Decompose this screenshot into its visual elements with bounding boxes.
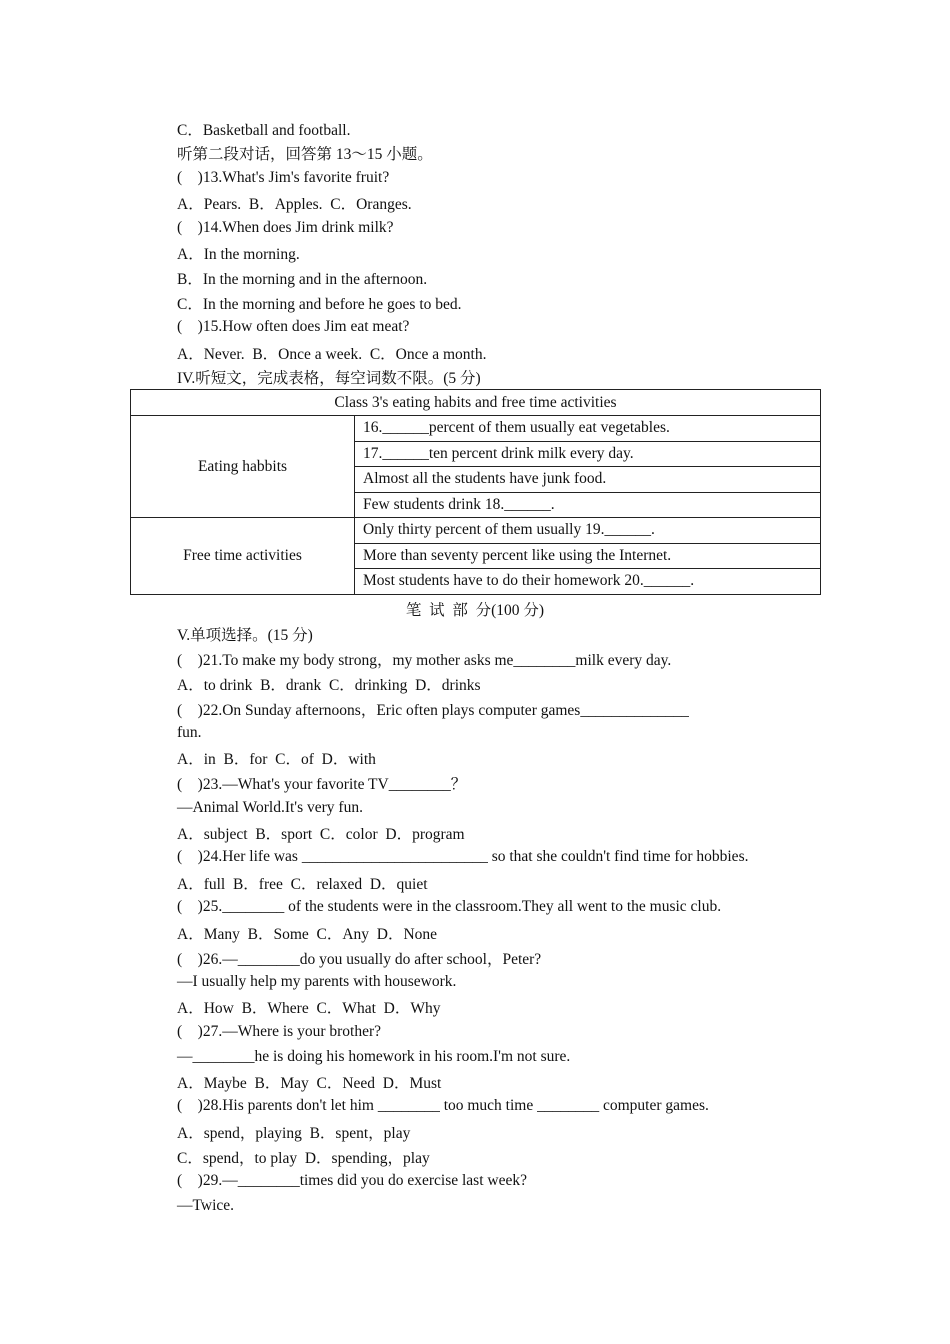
table-title: Class 3's eating habits and free time activities bbox=[131, 390, 821, 416]
table-row: Almost all the students have junk food. bbox=[355, 467, 821, 493]
question-13: ( )13.What's Jim's favorite fruit? bbox=[177, 169, 390, 186]
table-row: 16.______percent of them usually eat vegetables. bbox=[355, 416, 821, 442]
q14-option-c: C．In the morning and before he goes to bed. bbox=[177, 296, 462, 313]
q14-option-a: A．In the morning. bbox=[177, 246, 300, 263]
q29-answer: —Twice. bbox=[177, 1197, 235, 1214]
q28-options-ab: A．spend，playing B．spent，play bbox=[177, 1125, 411, 1142]
table-row: Most students have to do their homework 20.______. bbox=[355, 569, 821, 595]
question-23: ( )23.—What's your favorite TV________？ bbox=[177, 776, 467, 793]
q15-options: A．Never. B．Once a week. C．Once a month. bbox=[177, 346, 487, 363]
q22-continuation: fun. bbox=[177, 724, 202, 741]
q25-options: A．Many B．Some C．Any D．None bbox=[177, 926, 438, 943]
q27-options: A．Maybe B．May C．Need D．Must bbox=[177, 1075, 442, 1092]
category-eating-habits: Eating habbits bbox=[131, 416, 355, 518]
section-5-heading: V.单项选择。(15 分) bbox=[177, 627, 313, 644]
q23-answer: —Animal World.It's very fun. bbox=[177, 799, 363, 816]
question-25: ( )25.________ of the students were in the classroom.They all went to the music club. bbox=[177, 898, 722, 915]
table-row: Only thirty percent of them usually 19.______. bbox=[355, 518, 821, 544]
question-24: ( )24.Her life was ________________________ so that she couldn't find time for hobbies. bbox=[177, 848, 749, 865]
q26-options: A．How B．Where C．What D．Why bbox=[177, 1000, 441, 1017]
listening-table bbox=[130, 389, 821, 595]
question-26: ( )26.—________do you usually do after school，Peter? bbox=[177, 951, 542, 968]
question-28: ( )28.His parents don't let him ________ too much time ________ computer games. bbox=[177, 1097, 709, 1114]
question-27: ( )27.—Where is your brother? bbox=[177, 1023, 382, 1040]
question-29: ( )29.—________times did you do exercise last week? bbox=[177, 1172, 527, 1189]
q23-options: A．subject B．sport C．color D．program bbox=[177, 826, 465, 843]
q14-option-b: B．In the morning and in the afternoon. bbox=[177, 271, 428, 288]
q24-options: A．full B．free C．relaxed D．quiet bbox=[177, 876, 428, 893]
q12-option-c: C．Basketball and football. bbox=[177, 122, 351, 139]
question-21: ( )21.To make my body strong，my mother asks me________milk every day. bbox=[177, 652, 672, 669]
question-22: ( )22.On Sunday afternoons，Eric often plays computer games______________ bbox=[177, 702, 689, 719]
question-15: ( )15.How often does Jim eat meat? bbox=[177, 318, 410, 335]
question-14: ( )14.When does Jim drink milk? bbox=[177, 219, 394, 236]
written-part-header: 笔 试 部 分(100 分) bbox=[405, 602, 545, 619]
category-free-time: Free time activities bbox=[131, 518, 355, 595]
q13-options: A．Pears. B．Apples. C．Oranges. bbox=[177, 196, 412, 213]
q28-options-cd: C．spend，to play D．spending，play bbox=[177, 1150, 430, 1167]
table-row: Few students drink 18.______. bbox=[355, 492, 821, 518]
q21-options: A．to drink B．drank C．drinking D．drinks bbox=[177, 677, 481, 694]
table-row: More than seventy percent like using the Internet. bbox=[355, 543, 821, 569]
q27-answer: —________he is doing his homework in his room.I'm not sure. bbox=[177, 1048, 571, 1065]
q22-options: A．in B．for C．of D．with bbox=[177, 751, 376, 768]
dialog2-instruction: 听第二段对话，回答第 13～15 小题。 bbox=[177, 146, 433, 163]
q26-answer: —I usually help my parents with housework. bbox=[177, 973, 457, 990]
section-4-heading: IV.听短文，完成表格，每空词数不限。(5 分) bbox=[177, 370, 481, 387]
table-row: 17.______ten percent drink milk every day. bbox=[355, 441, 821, 467]
